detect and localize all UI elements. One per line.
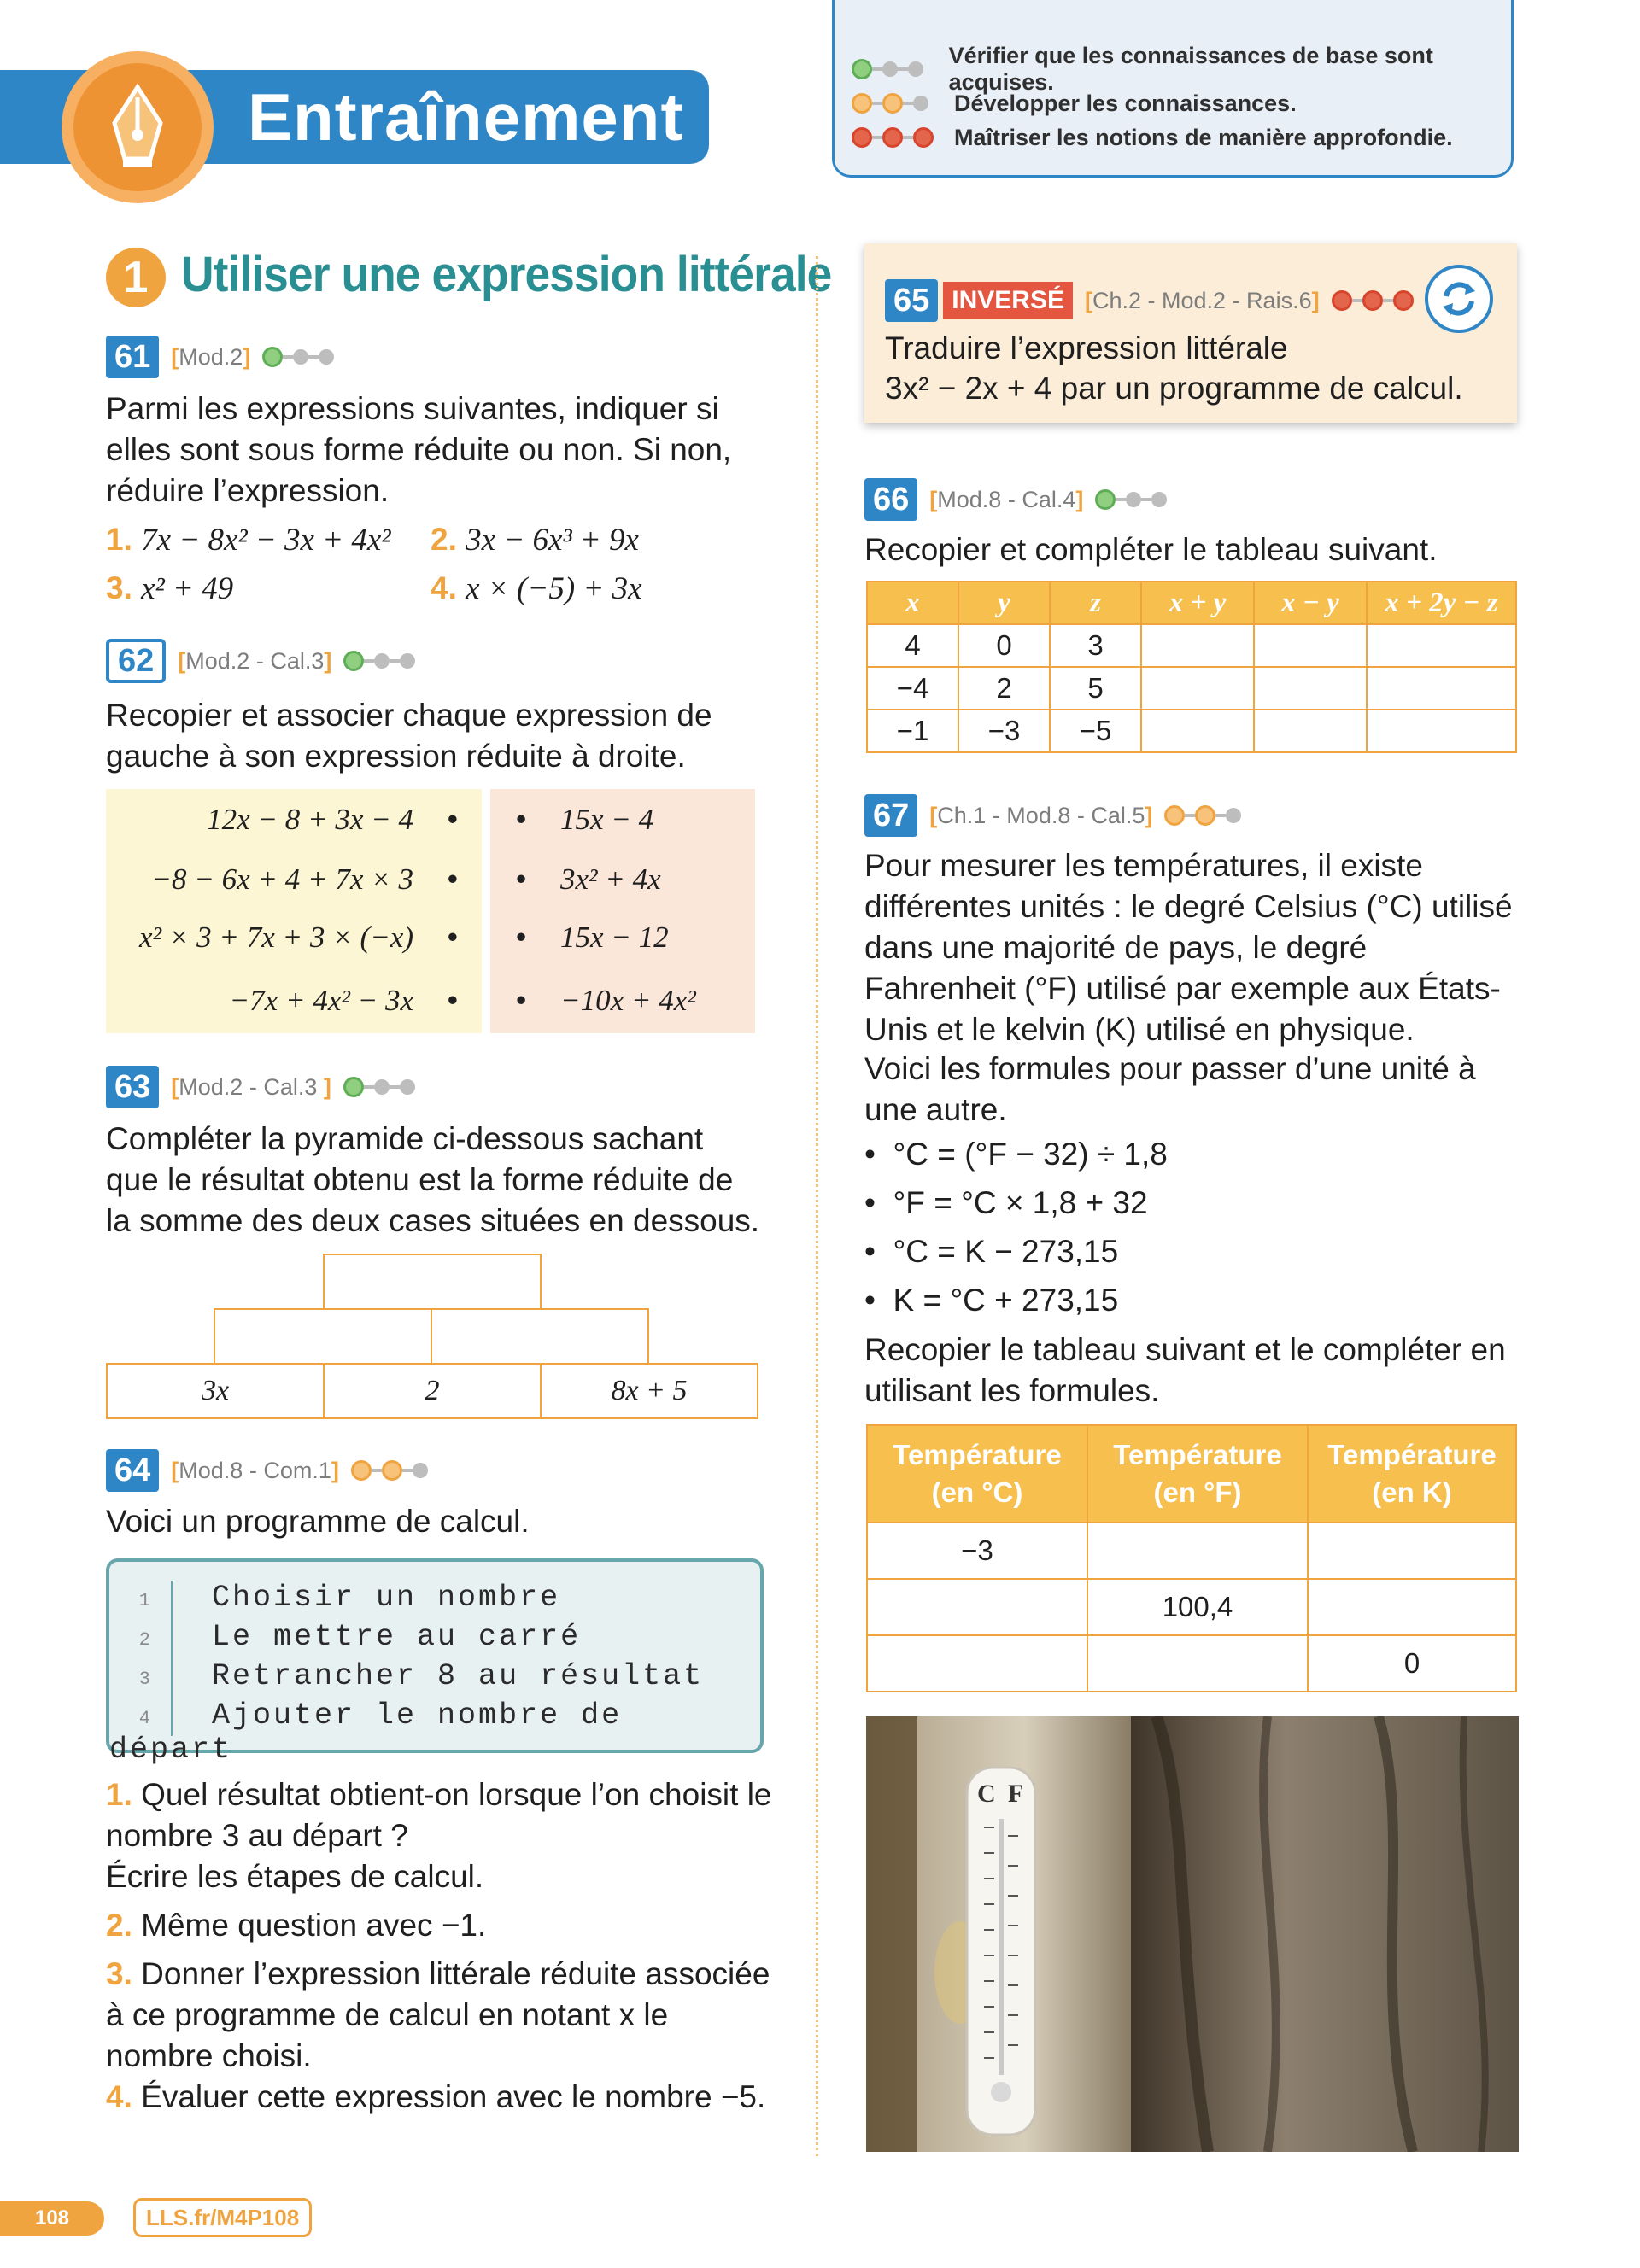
right-expression: 15x − 4 [560, 803, 654, 836]
difficulty-level-1 [343, 1077, 415, 1097]
section-number: 1 [106, 248, 166, 307]
column-divider [816, 256, 818, 2156]
pen-nib-icon [91, 80, 184, 174]
left-expression: −7x + 4x² − 3x [229, 984, 413, 1017]
left-expression: x² × 3 + 7x + 3 × (−x) [139, 921, 413, 954]
table-row: 100,4 [867, 1579, 1516, 1635]
exercise-65-line-2: 3x² − 2x + 4 par un programme de calcul. [885, 371, 1463, 406]
exercise-number: 67 [864, 794, 917, 837]
exercise-67-text-2: Voici les formules pour passer d’une unité à une autre. [864, 1051, 1476, 1127]
exercise-64-question-3: 3. Donner l’expression littérale réduite associée à ce programme de calcul en notant x le nombre choisi. [106, 1956, 770, 2073]
exercise-number: 61 [106, 336, 159, 378]
exercise-67-header: 67 [Ch.1 - Mod.8 - Cal.5] [864, 794, 1241, 837]
exercise-number: 62 [106, 639, 166, 683]
pyramid-top-cell [323, 1254, 542, 1310]
pyramid-middle-cell [430, 1308, 649, 1365]
inverse-badge: INVERSÉ [943, 282, 1073, 319]
level-dot-icon [882, 127, 903, 148]
exercise-62-header: 62 [Mod.2 - Cal.3] [106, 639, 415, 683]
legend-level-3: Maîtriser les notions de manière approfondie. [852, 120, 1511, 155]
inverse-cycle-icon [1425, 265, 1493, 333]
svg-text:C: C [977, 1780, 996, 1808]
logo [62, 51, 214, 203]
level-dot-icon [913, 96, 928, 111]
exercise-63-header: 63 [Mod.2 - Cal.3 ] [106, 1066, 415, 1108]
legend-level-2: Développer les connaissances. [852, 86, 1511, 120]
level-dot-icon [852, 127, 872, 148]
difficulty-level-2 [1164, 805, 1241, 826]
formula-item: • K = °C + 273,15 [864, 1283, 1119, 1318]
association-right-column [490, 789, 755, 1033]
difficulty-legend [832, 0, 1514, 178]
pyramid-base-cell: 8x + 5 [540, 1363, 758, 1419]
exercise-62-text: Recopier et associer chaque expression de gauche à son expression réduite à droite. [106, 698, 712, 774]
difficulty-level-1 [262, 347, 334, 367]
exercise-number: 65 [885, 279, 938, 322]
page-number: 108 [0, 2201, 104, 2236]
bullet-dot-icon: • [447, 862, 458, 896]
level-dot-icon [852, 59, 872, 79]
difficulty-level-1 [343, 651, 415, 671]
exercise-61-item-4: 4. x × (−5) + 3x [430, 570, 642, 606]
table-row: 4 0 3 [867, 624, 1516, 667]
exercise-61-text: Parmi les expressions suivantes, indiquer si elles sont sous forme réduite ou non. Si non, réduire l’expression. [106, 391, 732, 508]
exercise-65-header: 65 INVERSÉ [Ch.2 - Mod.2 - Rais.6] [885, 279, 1414, 322]
thermometer-photo [866, 1716, 1519, 2152]
bullet-dot-icon: • [447, 921, 458, 954]
page-title: Entraînement [248, 79, 684, 155]
exercise-67-instruction: Recopier le tableau suivant et le compléter en utilisant les formules. [864, 1332, 1506, 1408]
pyramid-base-cell: 2 [323, 1363, 542, 1419]
exercise-number: 63 [106, 1066, 159, 1108]
formula-item: • °C = (°F − 32) ÷ 1,8 [864, 1137, 1168, 1172]
right-expression: 15x − 12 [560, 921, 669, 954]
exercise-67-table: Température (en °C) Température (en °F) Température (en K) −3 100,4 0 [866, 1424, 1517, 1692]
exercise-64-header: 64 [Mod.8 - Com.1] [106, 1449, 428, 1492]
thermometer-tree-image [866, 1716, 1519, 2152]
bullet-dot-icon: • [447, 984, 458, 1017]
exercise-67-text: Pour mesurer les températures, il existe différentes unités : le degré Celsius (°C) utilisé dans une majorité de pays, le degré Fahrenheit (°F) utilisé par exemple aux États-Unis et le kelvin (K) utilisé en physique. [864, 848, 1513, 1047]
bullet-dot-icon: • [516, 803, 527, 836]
table-row: −4 2 5 [867, 667, 1516, 710]
program-line: Retrancher 8 au résultat [212, 1659, 705, 1693]
level-dot-icon [913, 127, 934, 148]
exercise-64-text: Voici un programme de calcul. [106, 1504, 530, 1539]
exercise-number: 64 [106, 1449, 159, 1492]
program-line: Le mettre au carré [212, 1620, 582, 1654]
pyramid-middle-cell [214, 1308, 432, 1365]
program-line: Choisir un nombre [212, 1581, 561, 1615]
difficulty-level-3 [1332, 290, 1414, 311]
bullet-dot-icon: • [516, 921, 527, 954]
calculation-program: 1 Choisir un nombre 2 Le mettre au carré 3 Retrancher 8 au résultat 4 Ajouter le nombre de départ [106, 1558, 764, 1753]
exercise-64-question-2: 2. Même question avec −1. [106, 1908, 487, 1943]
exercise-66-text: Recopier et compléter le tableau suivant. [864, 532, 1438, 567]
level-dot-icon [882, 61, 898, 77]
exercise-61-item-2: 2. 3x − 6x³ + 9x [430, 522, 639, 558]
exercise-66-header: 66 [Mod.8 - Cal.4] [864, 478, 1167, 521]
table-row: 0 [867, 1635, 1516, 1692]
exercise-66-table: x y z x + y x − y x + 2y − z 4 0 3 −4 2 5 −1 −3 −5 [866, 581, 1517, 753]
exercise-63-text: Compléter la pyramide ci-dessous sachant que le résultat obtenu est la forme réduite de la somme des deux cases situées en dessous. [106, 1121, 760, 1238]
association-left-column [106, 789, 482, 1033]
legend-level-1: Vérifier que les connaissances de base sont acquises. [852, 52, 1511, 86]
exercise-61-item-1: 1. 7x − 8x² − 3x + 4x² [106, 522, 391, 558]
level-dot-icon [852, 93, 872, 114]
right-expression: 3x² + 4x [560, 862, 661, 896]
bullet-dot-icon: • [516, 984, 527, 1017]
bullet-dot-icon: • [447, 803, 458, 836]
exercise-65-line-1: Traduire l’expression littérale [885, 330, 1288, 365]
program-line: Ajouter le nombre de départ [109, 1698, 623, 1767]
exercise-61-item-3: 3. x² + 49 [106, 570, 234, 606]
resource-link[interactable]: LLS.fr/M4P108 [133, 2198, 312, 2237]
difficulty-level-1 [1095, 489, 1167, 510]
pyramid-base-cell: 3x [106, 1363, 325, 1419]
level-dot-icon [882, 93, 903, 114]
exercise-number: 66 [864, 478, 917, 521]
bullet-dot-icon: • [516, 862, 527, 896]
table-row: −1 −3 −5 [867, 710, 1516, 752]
formula-item: • °C = K − 273,15 [864, 1234, 1119, 1269]
exercise-61-header: 61 [Mod.2] [106, 336, 334, 378]
table-row: −3 [867, 1523, 1516, 1579]
left-expression: −8 − 6x + 4 + 7x × 3 [151, 862, 413, 896]
difficulty-level-2 [351, 1460, 428, 1481]
svg-text:F: F [1008, 1780, 1024, 1808]
exercise-64-question-4: 4. Évaluer cette expression avec le nombre −5. [106, 2079, 766, 2114]
section-title: Utiliser une expression littérale [181, 247, 832, 302]
right-expression: −10x + 4x² [560, 984, 696, 1017]
formula-item: • °F = °C × 1,8 + 32 [864, 1185, 1148, 1220]
level-dot-icon [908, 61, 923, 77]
left-expression: 12x − 8 + 3x − 4 [207, 803, 413, 836]
exercise-64-question-1: 1. Quel résultat obtient-on lorsque l’on choisit le nombre 3 au départ ? Écrire les étapes de calcul. [106, 1777, 772, 1894]
